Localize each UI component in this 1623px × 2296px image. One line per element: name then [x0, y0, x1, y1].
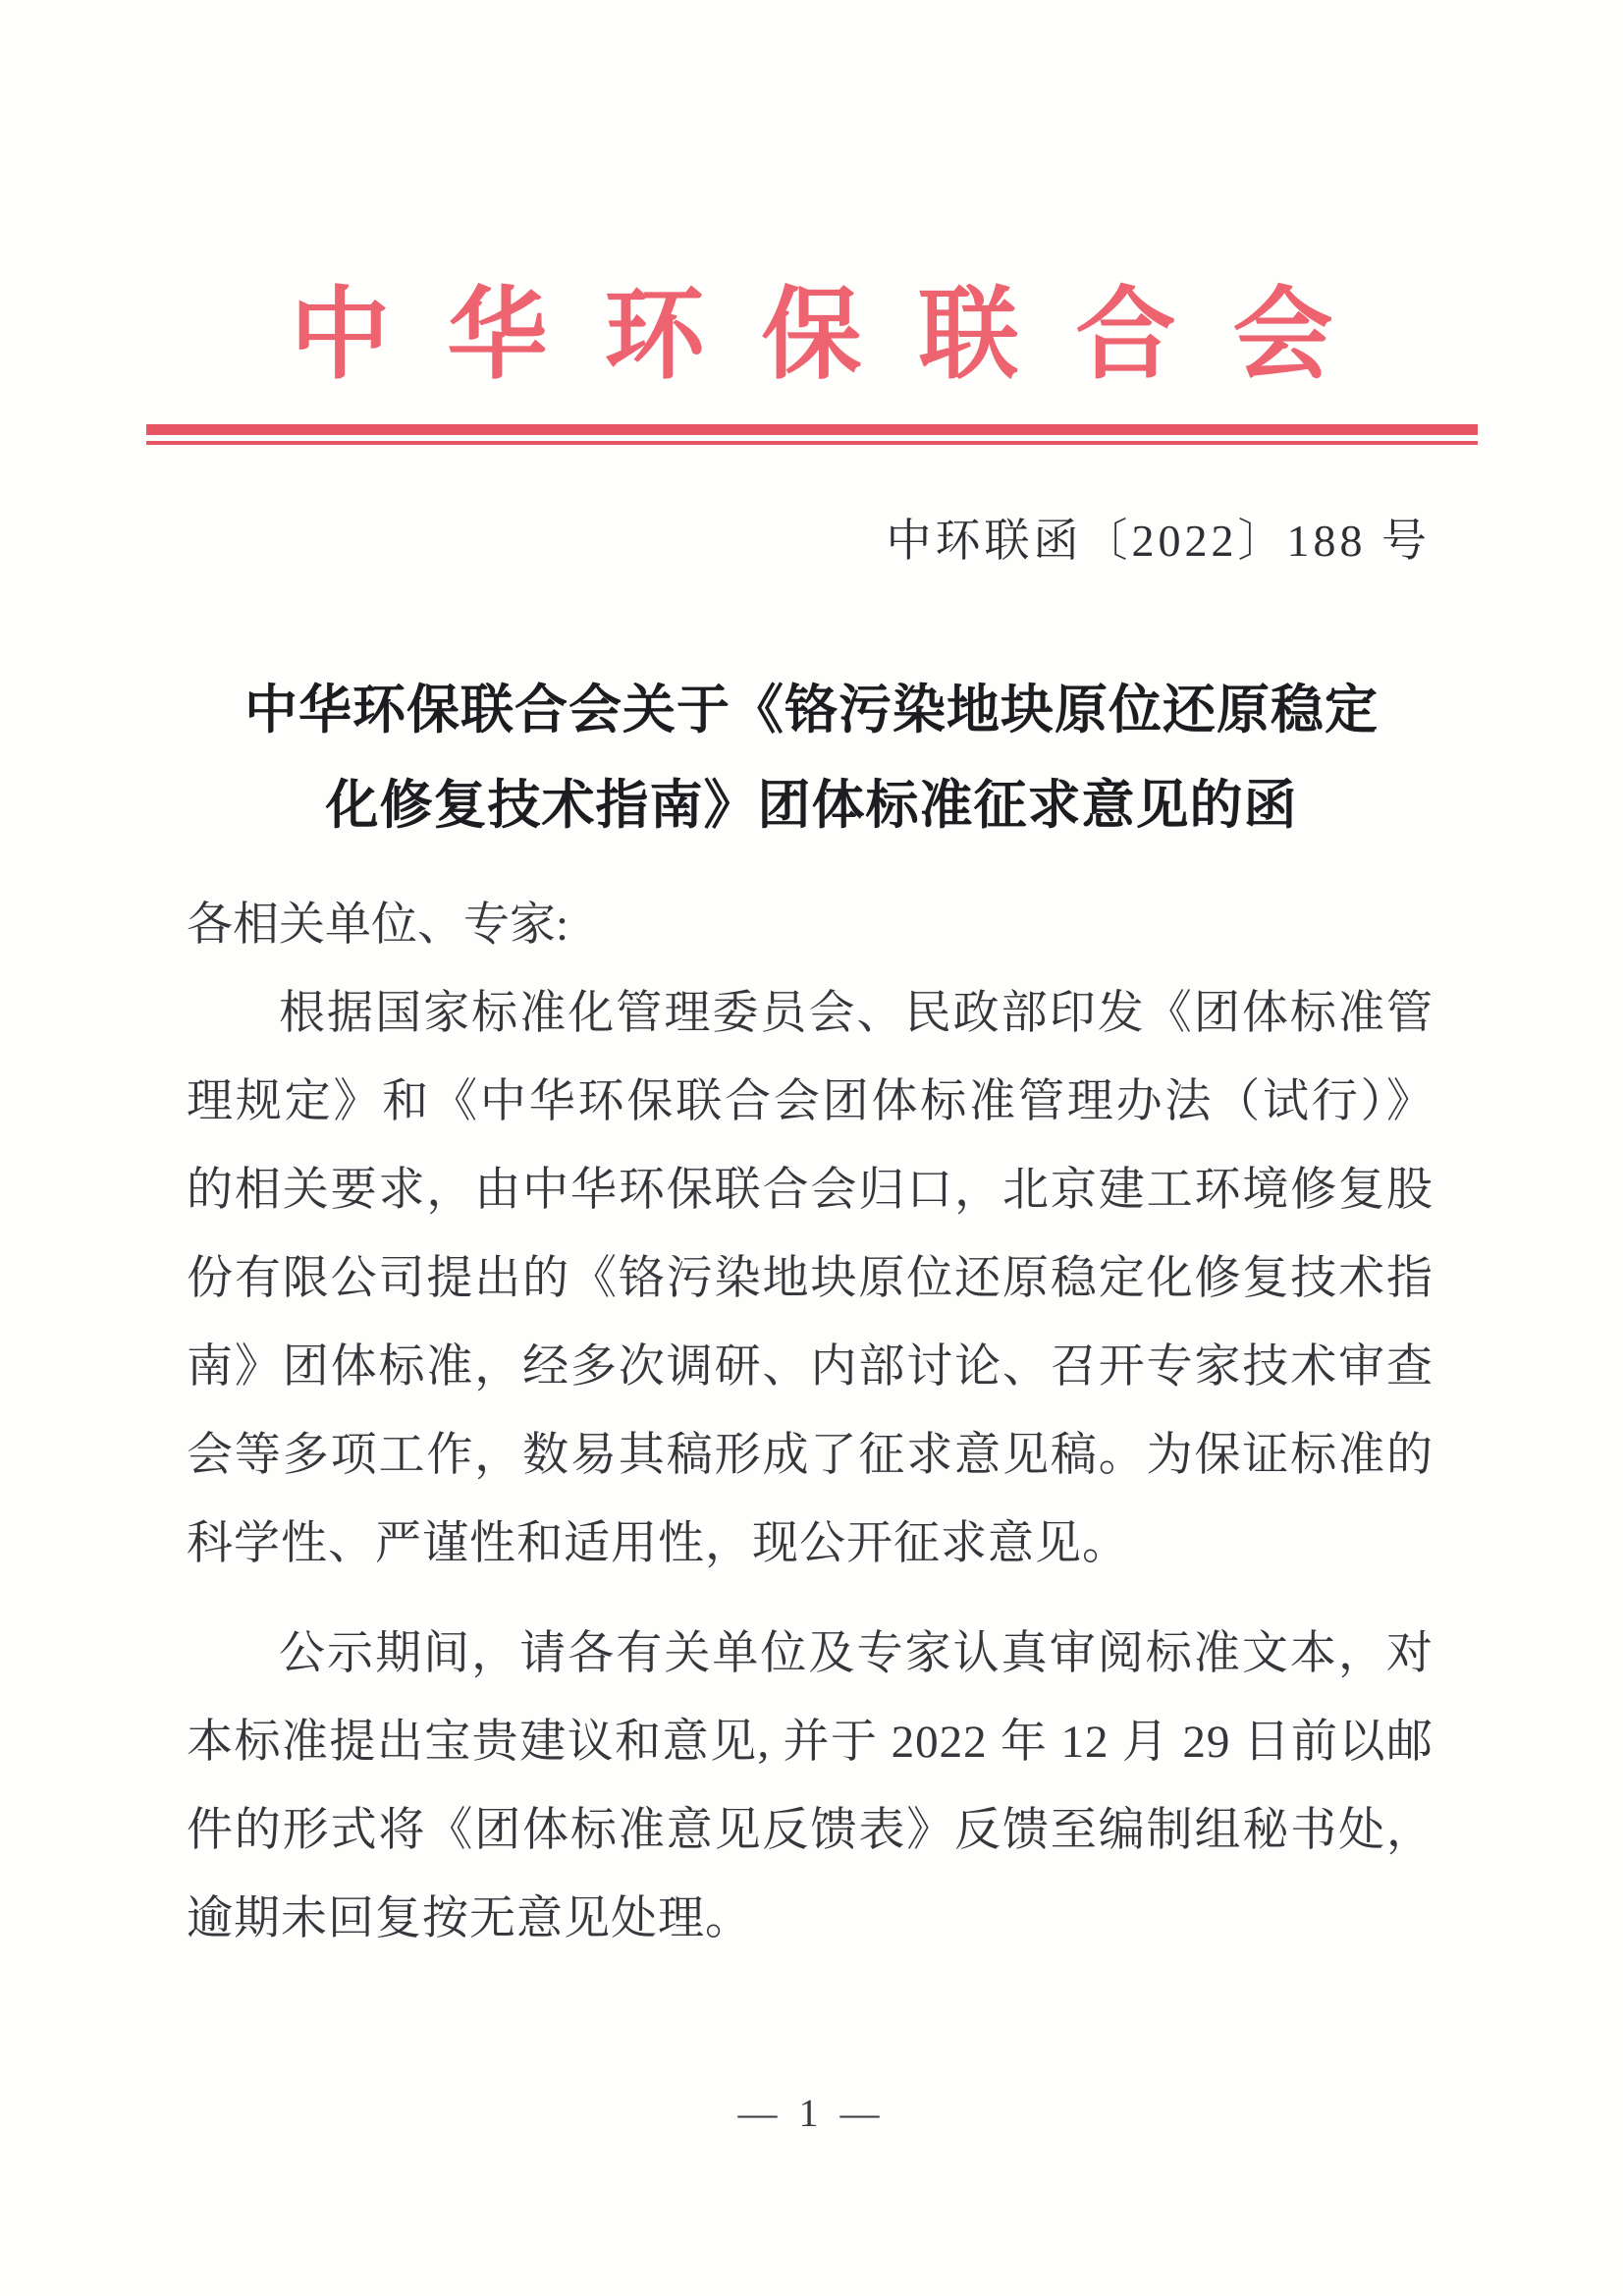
salutation: 各相关单位、专家: [187, 900, 569, 951]
document-title-line2: 化修复技术指南》团体标准征求意见的函 [325, 776, 1298, 835]
document-reference-number: 中环联函〔2022〕188 号 [886, 516, 1431, 566]
page-number: — 1 — [737, 2091, 886, 2135]
document-title [0, 663, 1623, 853]
masthead-divider-rule [146, 424, 1478, 445]
document-title-line1: 中华环保联合会关于《铬污染地块原位还原稳定 [244, 681, 1379, 739]
body-paragraph-2: 公示期间，请各有关单位及专家认真审阅标准文本，对本标准提出宝贵建议和意见, 并于 2022 年 12 月 29 日前以邮件的形式将《团体标准意见反馈表》反馈至编制组秘书处，逾期未回复按无意见处理。 [187, 1628, 1434, 1944]
body-paragraph-1: 根据国家标准化管理委员会、民政部印发《团体标准管理规定》和《中华环保联合会团体标准管理办法（试行）》的相关要求，由中华环保联合会归口，北京建工环境修复股份有限公司提出的《铬污染地块原位还原稳定化修复技术指南》团体标准，经多次调研、内部讨论、召开专家技术审查会等多项工作，数易其稿形成了征求意见稿。为保证标准的科学性、严谨性和适用性，现公开征求意见。 [187, 988, 1434, 1569]
organization-masthead: 中华环保联合会 [290, 281, 1390, 392]
